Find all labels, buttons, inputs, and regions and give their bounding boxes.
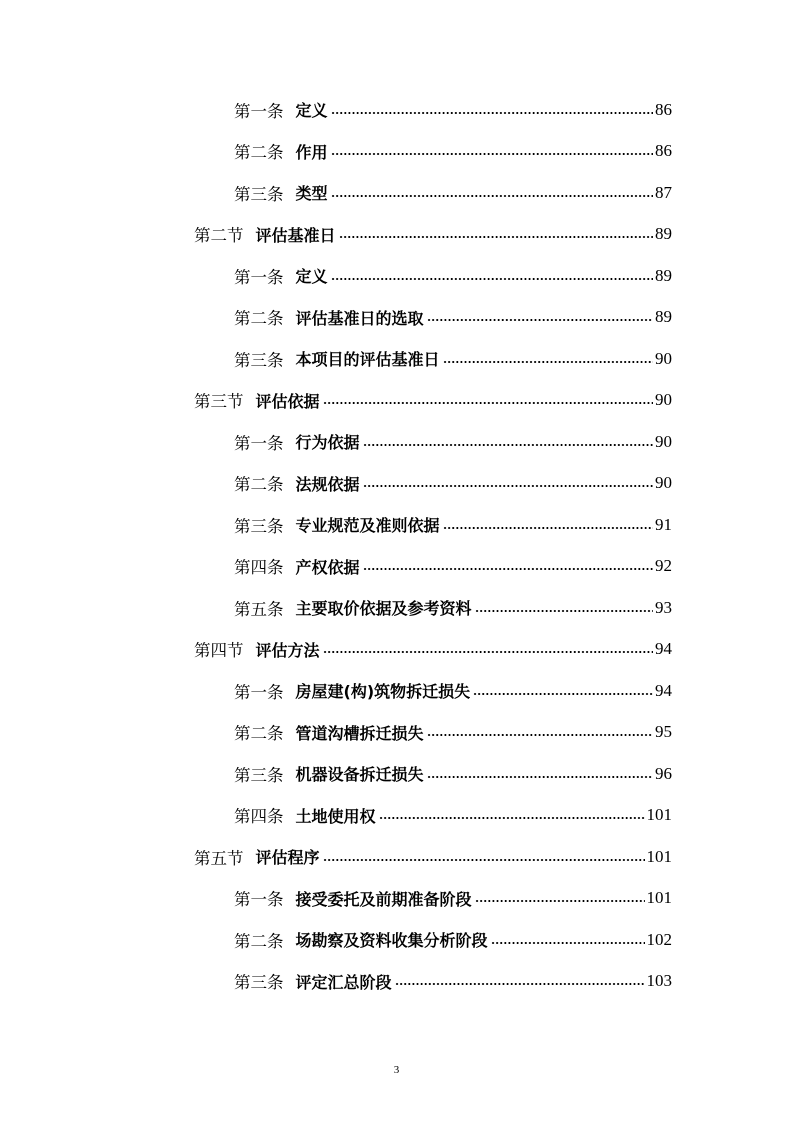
toc-article-entry[interactable] bbox=[0, 961, 672, 1003]
toc-article-entry[interactable] bbox=[0, 878, 672, 920]
toc-entry-title: 类型 bbox=[295, 184, 328, 204]
toc-entry-label: 第五条 bbox=[234, 599, 284, 619]
toc-article-entry[interactable] bbox=[0, 297, 672, 339]
toc-entry-label: 第二条 bbox=[234, 475, 284, 495]
toc-entry-title: 场勘察及资料收集分析阶段 bbox=[295, 931, 488, 951]
toc-dot-leader bbox=[379, 810, 645, 820]
toc-dot-leader bbox=[323, 395, 653, 405]
toc-entry-label: 第二条 bbox=[234, 724, 284, 744]
toc-dot-leader bbox=[363, 478, 653, 488]
toc-entry-title: 评估依据 bbox=[255, 391, 320, 411]
toc-entry-page: 101 bbox=[646, 888, 672, 908]
toc-entry-page: 101 bbox=[646, 846, 672, 866]
toc-entry-title: 产权依据 bbox=[295, 557, 360, 577]
toc-dot-leader bbox=[323, 644, 653, 654]
toc-entry-title: 定义 bbox=[295, 267, 328, 287]
toc-entry-page: 89 bbox=[655, 307, 672, 327]
toc-entry-page: 90 bbox=[655, 473, 672, 493]
toc-dot-leader bbox=[427, 769, 653, 779]
toc-entry-page: 89 bbox=[655, 265, 672, 285]
toc-dot-leader bbox=[427, 727, 653, 737]
toc-article-entry[interactable] bbox=[0, 670, 672, 712]
toc-entry-title: 管道沟槽拆迁损失 bbox=[295, 723, 424, 743]
toc-entry-page: 96 bbox=[655, 763, 672, 783]
toc-entry-title: 本项目的评估基准日 bbox=[295, 350, 440, 370]
toc-entry-page: 101 bbox=[646, 805, 672, 825]
toc-dot-leader bbox=[331, 105, 653, 115]
toc-entry-title: 评估程序 bbox=[255, 848, 320, 868]
toc-article-entry[interactable] bbox=[0, 712, 672, 754]
toc-dot-leader bbox=[331, 188, 653, 198]
toc-entry-label: 第一条 bbox=[234, 101, 284, 121]
toc-entry-page: 89 bbox=[655, 224, 672, 244]
toc-entry-title: 法规依据 bbox=[295, 474, 360, 494]
toc-dot-leader bbox=[331, 146, 653, 156]
toc-entry-page: 90 bbox=[655, 390, 672, 410]
toc-entry-label: 第三节 bbox=[194, 392, 244, 412]
toc-entry-title: 行为依据 bbox=[295, 433, 360, 453]
toc-entry-label: 第三条 bbox=[234, 973, 284, 993]
toc-entry-title: 评定汇总阶段 bbox=[295, 972, 392, 992]
toc-article-entry[interactable] bbox=[0, 504, 672, 546]
toc-article-entry[interactable] bbox=[0, 131, 672, 173]
toc-entry-page: 90 bbox=[655, 348, 672, 368]
toc-dot-leader bbox=[443, 520, 653, 530]
toc-article-entry[interactable] bbox=[0, 255, 672, 297]
toc-entry-page: 86 bbox=[655, 99, 672, 119]
toc-entry-label: 第二条 bbox=[234, 143, 284, 163]
toc-article-entry[interactable] bbox=[0, 919, 672, 961]
toc-dot-leader bbox=[473, 686, 653, 696]
toc-entry-label: 第三条 bbox=[234, 765, 284, 785]
toc-dot-leader bbox=[323, 852, 645, 862]
toc-entry-page: 94 bbox=[655, 680, 672, 700]
page-number: 3 bbox=[393, 1064, 400, 1076]
toc-section-entry[interactable] bbox=[0, 214, 672, 256]
toc-entry-label: 第三条 bbox=[234, 184, 284, 204]
toc-dot-leader bbox=[339, 229, 653, 239]
toc-entry-label: 第五节 bbox=[194, 848, 244, 868]
toc-article-entry[interactable] bbox=[0, 463, 672, 505]
toc-entry-title: 评估基准日 bbox=[255, 225, 336, 245]
toc-entry-label: 第一条 bbox=[234, 890, 284, 910]
toc-entry-title: 定义 bbox=[295, 101, 328, 121]
toc-article-entry[interactable] bbox=[0, 546, 672, 588]
toc-dot-leader bbox=[363, 561, 653, 571]
toc-entry-title: 主要取价依据及参考资料 bbox=[295, 599, 472, 619]
table-of-contents bbox=[0, 89, 793, 1002]
toc-entry-title: 土地使用权 bbox=[295, 806, 376, 826]
toc-entry-title: 专业规范及准则依据 bbox=[295, 516, 440, 536]
toc-entry-page: 87 bbox=[655, 182, 672, 202]
toc-entry-title: 作用 bbox=[295, 142, 328, 162]
toc-dot-leader bbox=[331, 271, 653, 281]
toc-entry-title: 机器设备拆迁损失 bbox=[295, 765, 424, 785]
toc-entry-label: 第一条 bbox=[234, 682, 284, 702]
toc-entry-label: 第三条 bbox=[234, 350, 284, 370]
toc-entry-label: 第四条 bbox=[234, 807, 284, 827]
toc-entry-page: 90 bbox=[655, 431, 672, 451]
toc-article-entry[interactable] bbox=[0, 172, 672, 214]
toc-entry-label: 第二条 bbox=[234, 309, 284, 329]
toc-section-entry[interactable] bbox=[0, 380, 672, 422]
toc-dot-leader bbox=[491, 935, 645, 945]
toc-article-entry[interactable] bbox=[0, 753, 672, 795]
toc-entry-label: 第二条 bbox=[234, 931, 284, 951]
toc-entry-title: 评估基准日的选取 bbox=[295, 308, 424, 328]
toc-article-entry[interactable] bbox=[0, 421, 672, 463]
toc-entry-title: 评估方法 bbox=[255, 640, 320, 660]
toc-section-entry[interactable] bbox=[0, 629, 672, 671]
toc-entry-label: 第三条 bbox=[234, 516, 284, 536]
toc-entry-page: 102 bbox=[646, 929, 672, 949]
toc-entry-title: 房屋建(构)筑物拆迁损失 bbox=[295, 682, 471, 702]
toc-dot-leader bbox=[363, 437, 653, 447]
toc-article-entry[interactable] bbox=[0, 795, 672, 837]
toc-article-entry[interactable] bbox=[0, 89, 672, 131]
toc-dot-leader bbox=[395, 976, 645, 986]
toc-entry-label: 第一条 bbox=[234, 267, 284, 287]
toc-entry-page: 86 bbox=[655, 141, 672, 161]
toc-entry-label: 第二节 bbox=[194, 226, 244, 246]
toc-entry-page: 91 bbox=[655, 514, 672, 534]
toc-entry-title: 接受委托及前期准备阶段 bbox=[295, 889, 472, 909]
toc-entry-label: 第四条 bbox=[234, 558, 284, 578]
toc-entry-page: 103 bbox=[646, 971, 672, 991]
toc-entry-page: 94 bbox=[655, 639, 672, 659]
toc-entry-page: 95 bbox=[655, 722, 672, 742]
toc-entry-label: 第一条 bbox=[234, 433, 284, 453]
toc-dot-leader bbox=[427, 312, 653, 322]
toc-dot-leader bbox=[443, 354, 653, 364]
toc-dot-leader bbox=[475, 603, 653, 613]
toc-entry-page: 93 bbox=[655, 597, 672, 617]
toc-dot-leader bbox=[475, 893, 645, 903]
toc-section-entry[interactable] bbox=[0, 836, 672, 878]
toc-article-entry[interactable] bbox=[0, 587, 672, 629]
toc-entry-label: 第四节 bbox=[194, 641, 244, 661]
toc-article-entry[interactable] bbox=[0, 338, 672, 380]
toc-entry-page: 92 bbox=[655, 556, 672, 576]
